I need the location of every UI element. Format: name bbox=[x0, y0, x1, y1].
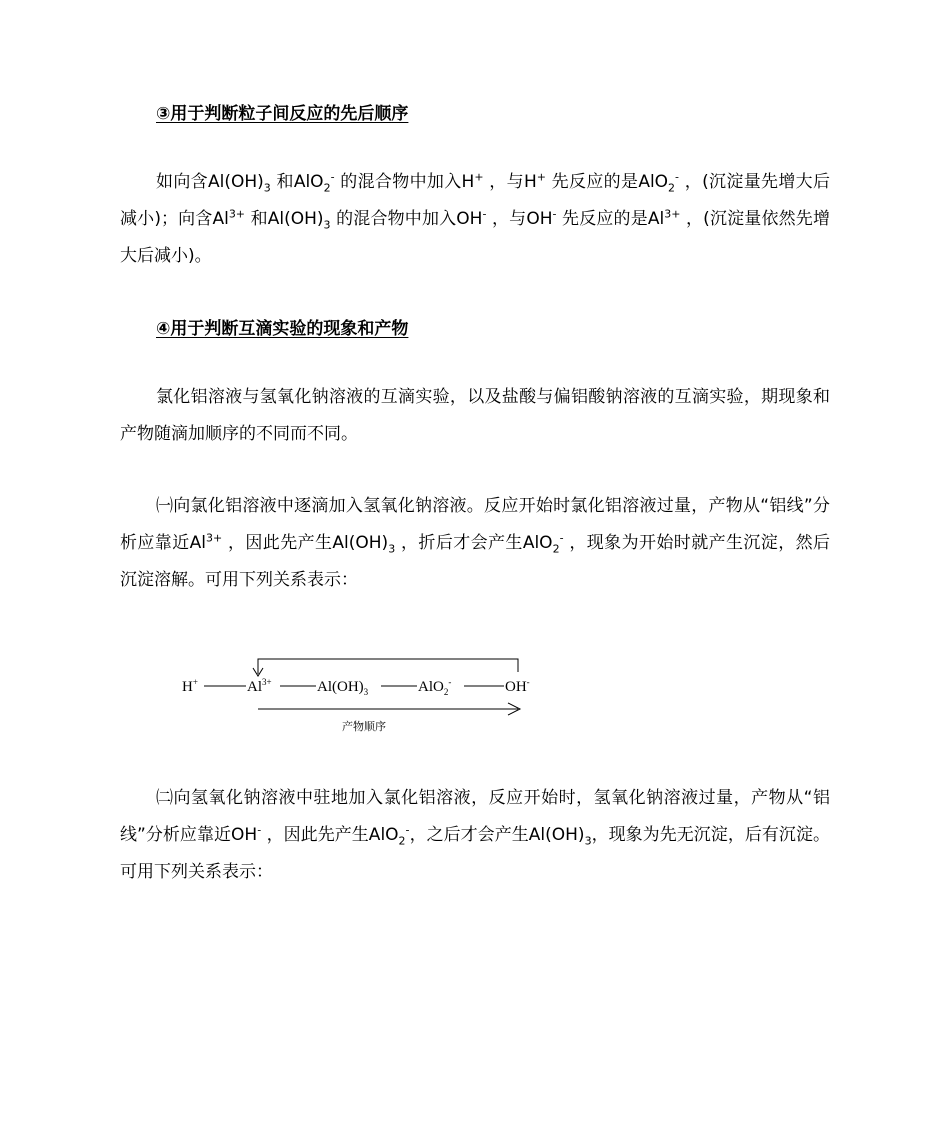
h-plus-label: H+ bbox=[182, 677, 198, 695]
diagram-caption: 产物顺序 bbox=[342, 720, 386, 733]
case2-paragraph: ㈡向氢氧化钠溶液中驻地加入氯化铝溶液，反应开始时，氢氧化钠溶液过量，产物从“铝线”分析应靠近OH- ，因此先产生AlO$_2$-，之后才会产生$Al(OH)_3$，现象为先无沉淀，后有沉淀。可用下列关系表示： bbox=[120, 788, 830, 882]
case1-paragraph: ㈠向氯化铝溶液中逐滴加入氢氧化钠溶液。反应开始时氯化铝溶液过量，产物从“铝线”分析应靠近$Al^{3+}$ ，因此先产生$Al(OH)_3$ ，折后才会产生AlO$_2$- ，现象为开始时就产生沉淀，然后沉淀溶解。可用下列关系表示： bbox=[120, 496, 831, 590]
section4-heading: ④用于判断互滴实验的现象和产物 bbox=[156, 319, 409, 339]
product-order-diagram bbox=[170, 650, 550, 740]
section4-intro-paragraph: 氯化铝溶液与氢氧化钠溶液的互滴实验，以及盐酸与偏铝酸钠溶液的互滴实验，期现象和产物随滴加顺序的不同而不同。 bbox=[120, 387, 830, 444]
section3-heading: ③用于判断粒子间反应的先后顺序 bbox=[156, 104, 409, 124]
alo2-label: AlO$_2$- bbox=[418, 677, 452, 697]
oh-label: OH- bbox=[505, 677, 530, 695]
aloh3-label: $Al(OH)_3$ bbox=[317, 679, 369, 697]
al3-label: $Al^{3+}$ bbox=[247, 677, 272, 695]
return-bracket bbox=[258, 659, 518, 674]
section3-paragraph: 如向含$Al(OH)_3$ 和AlO$_2$- 的混合物中加入H+ ，与H+ 先反应的是AlO$_2$- ，(沉淀量先增大后减小)；向含$Al^{3+}$ 和$Al(OH)_3$ 的混合物中加入OH- ，与OH- 先反应的是$Al^{3+}$ ，(沉淀量依然先增大后减小)。 bbox=[120, 170, 831, 266]
